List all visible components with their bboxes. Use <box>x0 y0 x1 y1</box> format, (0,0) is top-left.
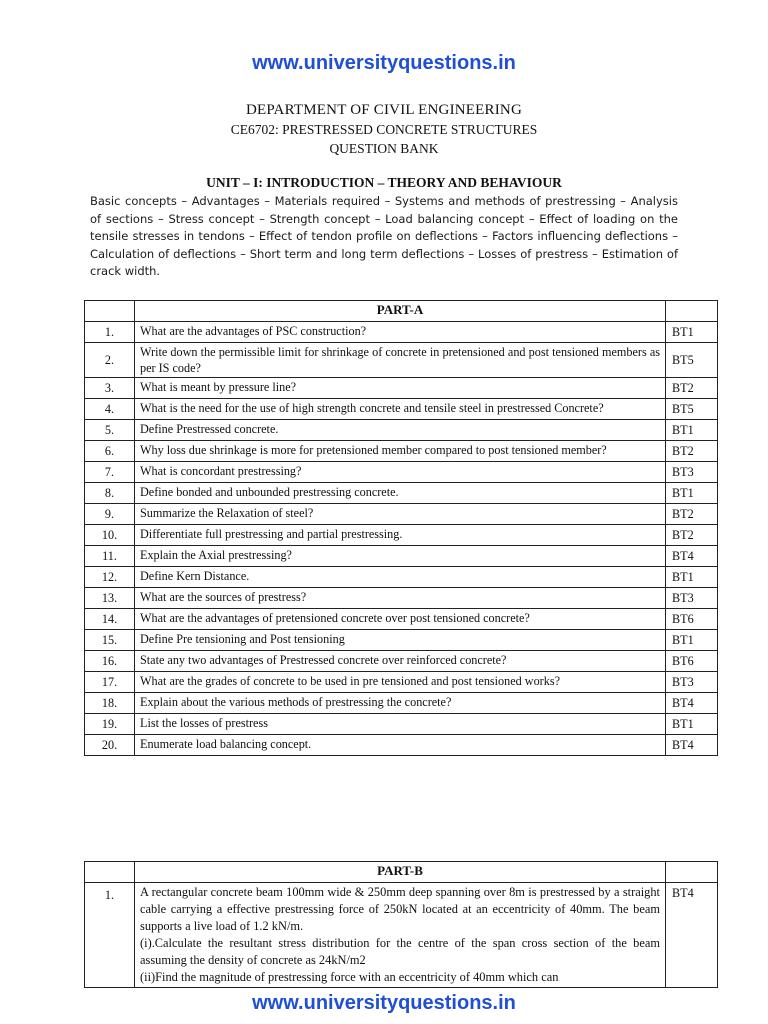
site-url-top[interactable]: www.universityquestions.in <box>252 52 516 74</box>
bloom-level: BT6 <box>666 651 718 672</box>
department-title: DEPARTMENT OF CIVIL ENGINEERING <box>246 102 522 118</box>
question-text: Why loss due shrinkage is more for pretensioned member compared to post tensioned member? <box>135 441 666 462</box>
question-number: 12. <box>85 567 135 588</box>
question-text: What is concordant prestressing? <box>135 462 666 483</box>
question-text: What are the advantages of pretensioned concrete over post tensioned concrete? <box>135 609 666 630</box>
question-number: 20. <box>85 735 135 756</box>
question-text: Enumerate load balancing concept. <box>135 735 666 756</box>
question-number: 7. <box>85 462 135 483</box>
part-a-question-row <box>85 504 718 525</box>
bloom-level: BT4 <box>666 883 718 988</box>
document-header <box>0 100 768 158</box>
part-a-question-row <box>85 483 718 504</box>
unit-syllabus: Basic concepts – Advantages – Materials required – Systems and methods of prestressing – Analysis of sections – Stress concept – Strength concept – Load balancing concept – Effect of loading on the tensile stresses in tendons – Effect of tendon profile on deflections – Factors influencing deflections – Calculation of deflections – Short term and long term deflections – Losses of prestress – Estimation of crack width. <box>90 194 678 279</box>
bloom-level: BT1 <box>666 322 718 343</box>
question-number: 6. <box>85 441 135 462</box>
question-text: What are the grades of concrete to be used in pre tensioned and post tensioned works? <box>135 672 666 693</box>
part-a-question-row <box>85 630 718 651</box>
part-a-question-row <box>85 343 718 378</box>
question-number: 13. <box>85 588 135 609</box>
question-text: What is meant by pressure line? <box>135 378 666 399</box>
part-a-question-row <box>85 735 718 756</box>
part-a-question-row <box>85 546 718 567</box>
bloom-level: BT2 <box>666 441 718 462</box>
document-type: QUESTION BANK <box>329 141 439 156</box>
bloom-level: BT4 <box>666 693 718 714</box>
question-number: 16. <box>85 651 135 672</box>
question-number: 3. <box>85 378 135 399</box>
bloom-level: BT5 <box>666 399 718 420</box>
part-a-question-row <box>85 441 718 462</box>
question-text: State any two advantages of Prestressed concrete over reinforced concrete? <box>135 651 666 672</box>
question-text: Summarize the Relaxation of steel? <box>135 504 666 525</box>
bloom-level: BT4 <box>666 735 718 756</box>
question-number: 2. <box>85 343 135 378</box>
bloom-level: BT1 <box>666 630 718 651</box>
question-line: A rectangular concrete beam 100mm wide & 250mm deep spanning over 8m is prestressed by a straight cable carrying a effective prestressing force of 250kN located at an eccentricity of 40mm. The beam supports a live load of 1.2 kN/m. <box>140 885 660 933</box>
bloom-level: BT1 <box>666 483 718 504</box>
question-text: What are the sources of prestress? <box>135 588 666 609</box>
question-number: 10. <box>85 525 135 546</box>
bloom-level: BT3 <box>666 672 718 693</box>
part-a-question-row <box>85 420 718 441</box>
bloom-level: BT1 <box>666 714 718 735</box>
part-b-header-row <box>85 862 718 883</box>
site-url-bottom[interactable]: www.universityquestions.in <box>0 990 768 1016</box>
unit-title: UNIT – I: INTRODUCTION – THEORY AND BEHAVIOUR <box>206 175 562 190</box>
part-a-question-row <box>85 609 718 630</box>
question-text: Define Pre tensioning and Post tensioning <box>135 630 666 651</box>
part-a-question-row <box>85 651 718 672</box>
bloom-level: BT2 <box>666 525 718 546</box>
part-a-question-row <box>85 672 718 693</box>
question-line: (i).Calculate the resultant stress distribution for the centre of the span cross section of the beam assuming the density of concrete as 24kN/m2 <box>140 936 660 967</box>
question-text: List the losses of prestress <box>135 714 666 735</box>
question-text <box>135 883 666 988</box>
part-a-question-row <box>85 399 718 420</box>
question-text: Differentiate full prestressing and partial prestressing. <box>135 525 666 546</box>
part-a-title: PART-A <box>135 301 666 322</box>
course-title: CE6702: PRESTRESSED CONCRETE STRUCTURES <box>230 122 538 137</box>
question-number: 1. <box>85 883 135 988</box>
bloom-level: BT6 <box>666 609 718 630</box>
question-number: 1. <box>85 322 135 343</box>
question-text: Write down the permissible limit for shrinkage of concrete in pretensioned and post tensioned members as per IS code? <box>135 343 666 378</box>
question-text: What is the need for the use of high strength concrete and tensile steel in prestressed Concrete? <box>135 399 666 420</box>
part-a-question-row <box>85 588 718 609</box>
question-number: 9. <box>85 504 135 525</box>
question-text: What are the advantages of PSC construction? <box>135 322 666 343</box>
bloom-level: BT1 <box>666 567 718 588</box>
bloom-level: BT3 <box>666 462 718 483</box>
question-number: 15. <box>85 630 135 651</box>
part-a-question-row <box>85 322 718 343</box>
question-number: 8. <box>85 483 135 504</box>
bloom-level: BT4 <box>666 546 718 567</box>
question-text: Define bonded and unbounded prestressing concrete. <box>135 483 666 504</box>
question-number: 4. <box>85 399 135 420</box>
bloom-level: BT2 <box>666 504 718 525</box>
bloom-level: BT1 <box>666 420 718 441</box>
question-number: 19. <box>85 714 135 735</box>
part-a-table <box>84 300 718 756</box>
question-number: 18. <box>85 693 135 714</box>
bloom-level: BT3 <box>666 588 718 609</box>
part-a-question-row <box>85 567 718 588</box>
part-a-question-row <box>85 378 718 399</box>
part-b-title: PART-B <box>135 862 666 883</box>
part-a-question-row <box>85 462 718 483</box>
part-b-table <box>84 861 718 988</box>
question-number: 14. <box>85 609 135 630</box>
question-text: Define Kern Distance. <box>135 567 666 588</box>
part-a-header-row <box>85 301 718 322</box>
part-a-question-row <box>85 714 718 735</box>
question-number: 11. <box>85 546 135 567</box>
question-text: Explain the Axial prestressing? <box>135 546 666 567</box>
part-a-question-row <box>85 525 718 546</box>
question-number: 17. <box>85 672 135 693</box>
part-a-question-row <box>85 693 718 714</box>
question-number: 5. <box>85 420 135 441</box>
question-text: Explain about the various methods of prestressing the concrete? <box>135 693 666 714</box>
part-b-question-row <box>85 883 718 988</box>
bloom-level: BT5 <box>666 343 718 378</box>
question-text: Define Prestressed concrete. <box>135 420 666 441</box>
bloom-level: BT2 <box>666 378 718 399</box>
question-line: (ii)Find the magnitude of prestressing force with an eccentricity of 40mm which can <box>140 970 559 984</box>
